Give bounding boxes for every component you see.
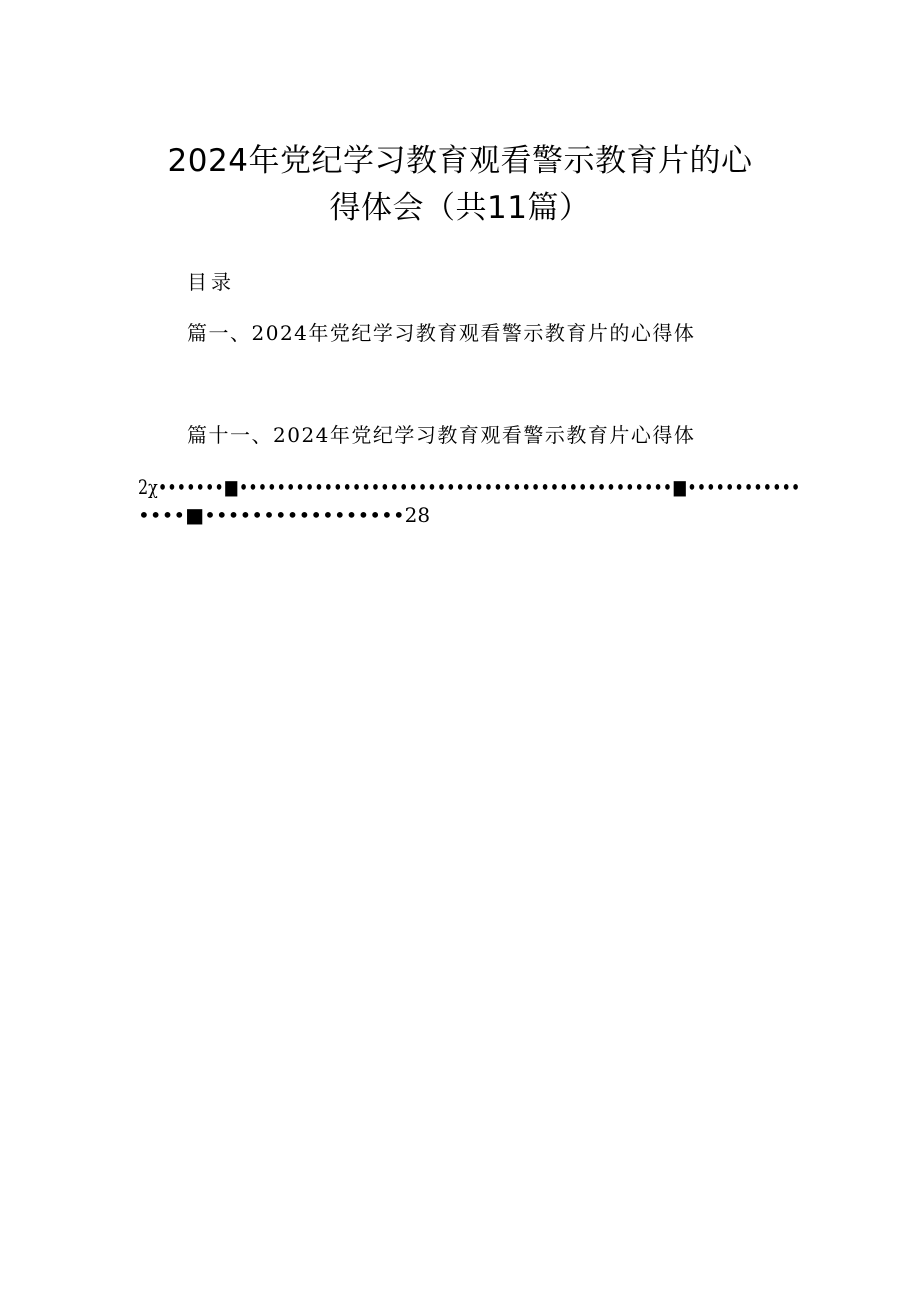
- toc-heading: 目录: [187, 270, 235, 294]
- document-title-line-1: 2024年党纪学习教育观看警示教育片的心: [167, 143, 753, 179]
- document-title-line-2: 得体会（共11篇）: [329, 190, 591, 226]
- toc-leader-line-1: 2χ•••••••■••••••••••••••••••••••••••••••••••••••••••••••■••••••••••••: [138, 475, 801, 499]
- toc-leader-line-2: ••••■•••••••••••••••••28: [138, 503, 431, 527]
- toc-entry-11: 篇十一、2024年党纪学习教育观看警示教育片心得体: [187, 423, 696, 447]
- toc-entry-1: 篇一、2024年党纪学习教育观看警示教育片的心得体: [187, 321, 696, 345]
